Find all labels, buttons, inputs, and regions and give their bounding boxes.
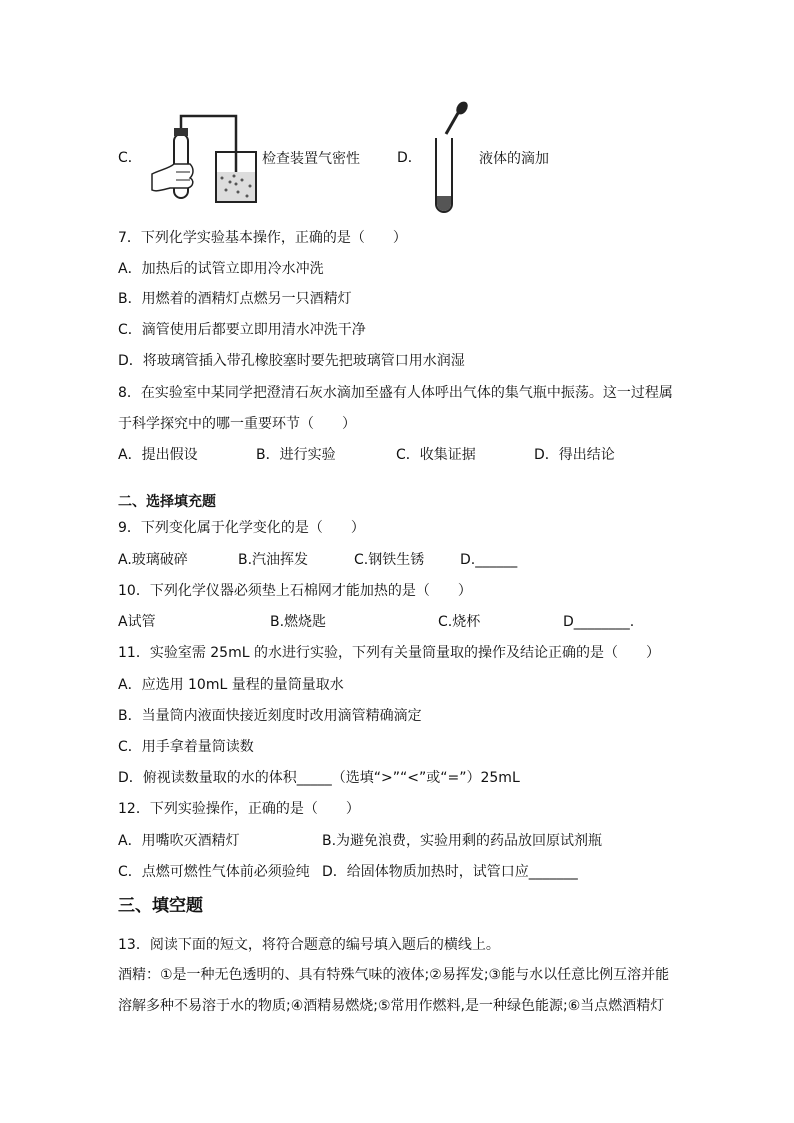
section-2-title: 二、选择填充题 xyxy=(118,494,216,510)
option-d-label: D． xyxy=(397,150,422,166)
question-13-paragraph-line1: 酒精：①是一种无色透明的、具有特殊气味的液体;②易挥发;③能与水以任意比例互溶并能 xyxy=(118,967,670,983)
question-8-option-c: C．收集证据 xyxy=(396,447,476,463)
question-9-option-d: D.______ xyxy=(460,552,518,568)
option-c-caption: 检查装置气密性 xyxy=(262,151,360,167)
question-10-option-d: D________. xyxy=(563,614,635,630)
question-9-option-b: B.汽油挥发 xyxy=(238,552,309,568)
question-8-option-d: D．得出结论 xyxy=(534,447,615,463)
question-12-option-b: B.为避免浪费，实验用剩的药品放回原试剂瓶 xyxy=(322,833,603,849)
question-8-option-b: B．进行实验 xyxy=(256,447,336,463)
question-9-option-a: A.玻璃破碎 xyxy=(118,552,188,568)
question-9-stem: 9．下列变化属于化学变化的是（ ） xyxy=(118,520,365,536)
question-11-option-a: A．应选用 10mL 量程的量筒量取水 xyxy=(118,677,344,693)
question-10-stem: 10．下列化学仪器必须垫上石棉网才能加热的是（ ） xyxy=(118,583,472,599)
airtightness-check-figure xyxy=(150,112,260,204)
question-7-option-a: A．加热后的试管立即用冷水冲洗 xyxy=(118,261,324,277)
question-7-stem: 7．下列化学实验基本操作，正确的是（ ） xyxy=(118,230,407,246)
option-c-label: C． xyxy=(118,150,142,166)
question-8-option-a: A．提出假设 xyxy=(118,447,198,463)
section-3-title: 三、填空题 xyxy=(118,896,203,916)
question-10-option-b: B.燃烧匙 xyxy=(270,614,327,630)
hand-icon xyxy=(152,164,193,191)
question-12-option-a: A．用嘴吹灭酒精灯 xyxy=(118,833,240,849)
liquid-dropping-figure xyxy=(428,100,468,216)
option-d-caption: 液体的滴加 xyxy=(479,151,549,167)
question-8-stem-line1: 8．在实验室中某同学把澄清石灰水滴加至盛有人体呼出气体的集气瓶中振荡。这一过程属 xyxy=(118,385,673,401)
question-10-option-c: C.烧杯 xyxy=(438,614,481,630)
question-7-option-b: B．用燃着的酒精灯点燃另一只酒精灯 xyxy=(118,291,352,307)
question-11-option-c: C．用手拿着量筒读数 xyxy=(118,739,254,755)
question-12-stem: 12．下列实验操作，正确的是（ ） xyxy=(118,801,360,817)
question-10-option-a: A试管 xyxy=(118,614,156,630)
question-12-option-c: C．点燃可燃性气体前必须验纯 xyxy=(118,864,310,880)
question-7-option-d: D．将玻璃管插入带孔橡胶塞时要先把玻璃管口用水润湿 xyxy=(118,353,465,369)
question-13-paragraph-line2: 溶解多种不易溶于水的物质;④酒精易燃烧;⑤常用作燃料,是一种绿色能源;⑥当点燃酒精灯 xyxy=(118,998,665,1014)
question-7-option-c: C．滴管使用后都要立即用清水冲洗干净 xyxy=(118,322,366,338)
question-11-stem: 11．实验室需 25mL 的水进行实验，下列有关量筒量取的操作及结论正确的是（ ） xyxy=(118,645,660,661)
question-12-option-d: D．给固体物质加热时，试管口应_______ xyxy=(322,864,578,880)
question-11-option-d: D．俯视读数量取的水的体积_____（选填“>”“<”或“=”）25mL xyxy=(118,770,520,786)
question-11-option-b: B．当量筒内液面快接近刻度时改用滴管精确滴定 xyxy=(118,708,422,724)
question-13-stem: 13．阅读下面的短文，将符合题意的编号填入题后的横线上。 xyxy=(118,937,500,953)
question-9-option-c: C.钢铁生锈 xyxy=(354,552,425,568)
question-8-stem-line2: 于科学探究中的哪一重要环节（ ） xyxy=(118,416,356,432)
